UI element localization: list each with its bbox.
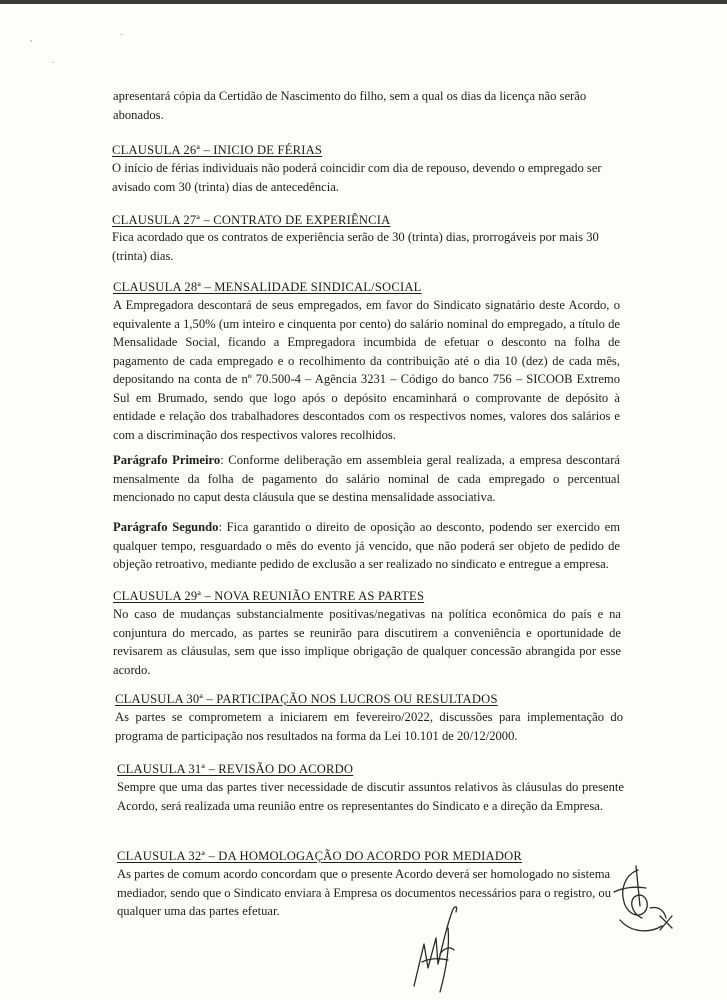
clause-28-paragraph-1 <box>113 451 620 507</box>
initials-signature-left-icon <box>400 898 470 998</box>
clause-32-text: As partes de comum acordo concordam que o presente Acordo deverá ser homologado no sistema mediador, sendo que o Sindicato enviara à Empresa os documentos necessários para o registro, ou qualquer uma das partes efetuar. <box>117 867 612 918</box>
paragraph-2-label: Parágrafo Segundo <box>113 520 219 534</box>
clause-26-text: O início de férias individuais não poderá coincidir com dia de repouso, devendo o empregado ser avisado com 30 (trinta) dias de antecedência. <box>112 161 602 194</box>
clause-28-title: CLAUSULA 28ª – MENSALIDADE SINDICAL/SOCIAL <box>113 280 422 294</box>
clause-26-title: CLAUSULA 26ª – INICIO DE FÉRIAS <box>112 143 323 157</box>
clause-28-paragraph-2 <box>113 518 620 574</box>
intro-paragraph: apresentará cópia da Certidão de Nascimento do filho, sem a qual os dias da licença não serão abonados. <box>113 89 587 122</box>
paragraph-1-label: Parágrafo Primeiro <box>113 453 221 467</box>
clause-29-title: CLAUSULA 29ª – NOVA REUNIÃO ENTRE AS PARTES <box>113 589 425 603</box>
clause-27-text: Fica acordado que os contratos de experiência serão de 30 (trinta) dias, prorrogáveis por mais 30 (trinta) dias. <box>112 230 599 263</box>
clause-27-title: CLAUSULA 27ª – CONTRATO DE EXPERIÊNCIA <box>112 213 391 227</box>
paragraph-2-text: : Fica garantido o direito de oposição ao desconto, podendo ser exercido em qualquer tempo, resguardado o mês do evento já vencido, que não poderá ser objeto de pedido de objeção retroativo, mediante pedido de exclusão a ser realizado no sindicato e entregue a empresa. <box>113 520 620 571</box>
clause-32-title: CLAUSULA 32ª – DA HOMOLOGAÇÃO DO ACORDO POR MEDIADOR <box>117 849 523 863</box>
clause-30-title: CLAUSULA 30ª – PARTICIPAÇÃO NOS LUCROS OU RESULTADOS <box>115 692 498 706</box>
initials-signature-right-icon <box>600 862 690 944</box>
clause-28-text: A Empregadora descontará de seus empregados, em favor do Sindicato signatário deste Acordo, o equivalente a 1,50% (um inteiro e cinquenta por cento) do salário nominal do empregado, a título de Mensalidade Social, ficando a Empregadora incumbida de efetuar o desconto na folha de pagamento de cada empregado e o recolhimento da contribuição até o dia 10 (dez) de cada mês, depositando na conta de nº 70.500-4 – Agência 3231 – Código do banco 756 – SICOOB Extremo Sul em Brumado, sendo que logo após o depósito encaminhará o comprovante de depósito à entidade e relação dos trabalhadores descontados com os respectivos nomes, valores dos salários e com a discriminação dos respectivos valores recolhidos. <box>113 298 620 442</box>
clause-31-title: CLAUSULA 31ª – REVISÃO DO ACORDO <box>117 762 354 776</box>
clause-31-text: Sempre que uma das partes tiver necessidade de discutir assuntos relativos às cláusulas do presente Acordo, será realizada uma reunião entre os representantes do Sindicato e a direção da Empresa. <box>117 780 624 813</box>
clause-30-text: As partes se comprometem a iniciarem em fevereiro/2022, discussões para implementação do programa de participação nos resultados na forma da Lei 10.101 de 20/12/2000. <box>115 710 623 743</box>
clause-29-text: No caso de mudanças substancialmente positivas/negativas na política econômica do país e na conjuntura do mercado, as partes se reunirão para discutirem a conveniência e oportunidade de revisarem as cláusulas, sem que isso implique obrigação de qualquer concessão abrangida por esse acordo. <box>113 607 621 677</box>
paragraph-1-text: : Conforme deliberação em assembleia geral realizada, a empresa descontará mensalmente da folha de pagamento do salário nominal de cada empregado o percentual mencionado no caput desta cláusula que se destina mensalidade associativa. <box>113 453 621 504</box>
